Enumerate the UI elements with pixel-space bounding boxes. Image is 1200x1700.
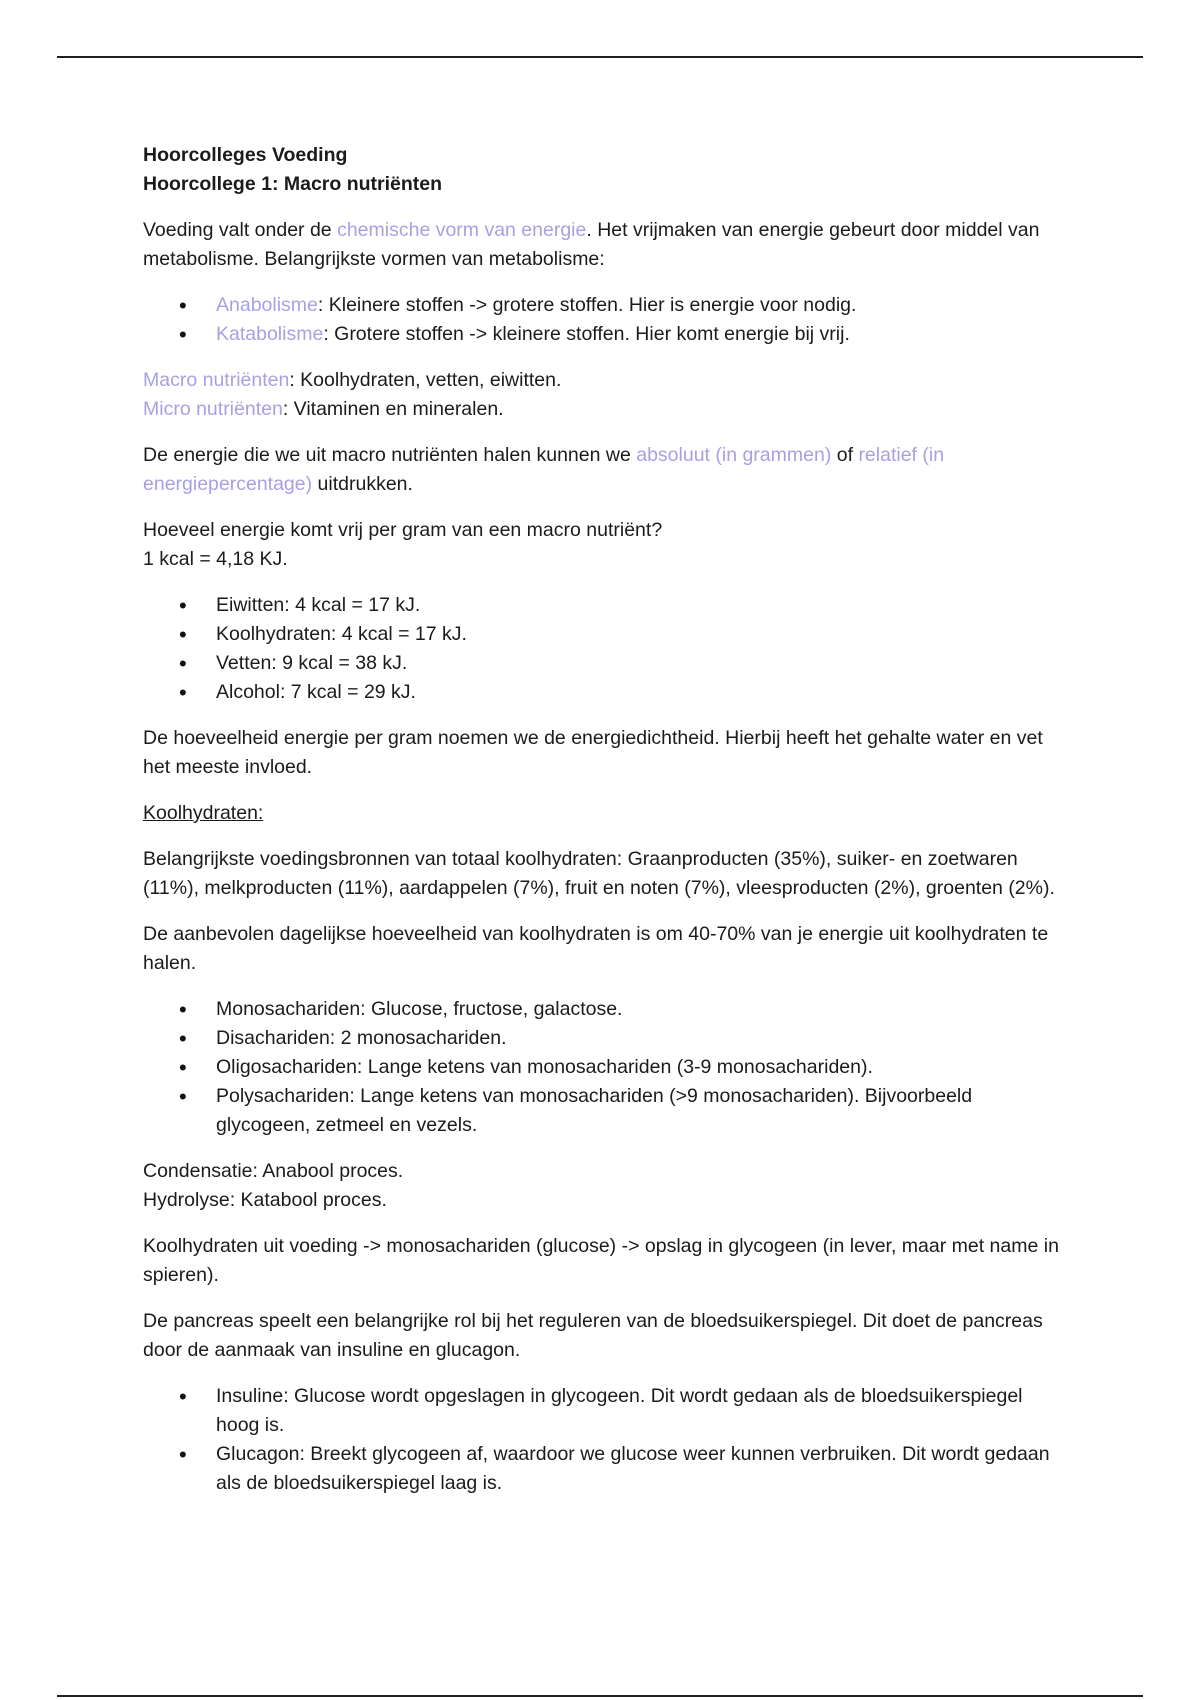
list-item: • Monosachariden: Glucose, fructose, galactose. (143, 995, 1063, 1024)
lecture-title: Hoorcollege 1: Macro nutriënten (143, 173, 443, 195)
list-item: • Disachariden: 2 monosachariden. (143, 1024, 1063, 1053)
highlight-term: relatief (in energiepercentage) (143, 444, 945, 495)
highlight-term: Macro nutriënten (143, 369, 290, 391)
list-item: • Anabolisme: Kleinere stoffen -> grotere stoffen. Hier is energie voor nodig. (143, 291, 1063, 320)
list-item: • Polysachariden: Lange ketens van monosachariden (>9 monosachariden). Bijvoorbeeld glycogeen, zetmeel en vezels. (143, 1082, 1063, 1140)
nutrients-paragraph: Macro nutriënten: Koolhydraten, vetten, eiwitten. Micro nutriënten: Vitaminen en mineralen. (143, 369, 562, 420)
document-body (143, 141, 1063, 1515)
header-rule (57, 56, 1143, 58)
list-item: • Koolhydraten: 4 kcal = 17 kJ. (143, 620, 1063, 649)
highlight-term: Micro nutriënten (143, 398, 283, 420)
intro-paragraph: Voeding valt onder de chemische vorm van energie. Het vrijmaken van energie gebeurt door middel van metabolisme. Belangrijkste vormen van metabolisme: (143, 219, 1040, 270)
energy-density-paragraph: De hoeveelheid energie per gram noemen we de energiedichtheid. Hierbij heeft het gehalte water en vet het meeste invloed. (143, 727, 1043, 778)
list-item: • Alcohol: 7 kcal = 29 kJ. (143, 678, 1063, 707)
highlight-term: Anabolisme (216, 294, 318, 316)
energy-question-paragraph: Hoeveel energie komt vrij per gram van een macro nutriënt? 1 kcal = 4,18 KJ. (143, 519, 663, 570)
footer-rule (57, 1695, 1143, 1697)
list-item: • Insuline: Glucose wordt opgeslagen in glycogeen. Dit wordt gedaan als de bloedsuikerspiegel hoog is. (143, 1382, 1063, 1440)
list-item: • Oligosachariden: Lange ketens van monosachariden (3-9 monosachariden). (143, 1053, 1063, 1082)
energy-expression-paragraph: De energie die we uit macro nutriënten halen kunnen we absoluut (in grammen) of relatief (in energiepercentage) uitdrukken. (143, 444, 945, 495)
pancreas-paragraph: De pancreas speelt een belangrijke rol bij het reguleren van de bloedsuikerspiegel. Dit doet de pancreas door de aanmaak van insuline en glucagon. (143, 1310, 1043, 1361)
process-paragraph: Condensatie: Anabool proces. Hydrolyse: Katabool proces. (143, 1160, 404, 1211)
pathway-paragraph: Koolhydraten uit voeding -> monosachariden (glucose) -> opslag in glycogeen (in lever, maar met name in spieren). (143, 1235, 1059, 1286)
sources-paragraph: Belangrijkste voedingsbronnen van totaal koolhydraten: Graanproducten (35%), suiker- en zoetwaren (11%), melkproducten (11%), aardappelen (7%), fruit en noten (7%), vleesproducten (2%), groenten (2%). (143, 848, 1055, 899)
list-item: • Glucagon: Breekt glycogeen af, waardoor we glucose weer kunnen verbruiken. Dit wordt gedaan als de bloedsuikerspiegel laag is. (143, 1440, 1063, 1498)
list-item: • Eiwitten: 4 kcal = 17 kJ. (143, 591, 1063, 620)
hormone-list (143, 1382, 1063, 1498)
document-title: Hoorcolleges Voeding (143, 144, 348, 166)
list-item: • Katabolisme: Grotere stoffen -> kleinere stoffen. Hier komt energie bij vrij. (143, 320, 1063, 349)
highlight-term: Katabolisme (216, 323, 324, 345)
highlight-term: absoluut (in grammen) (636, 444, 832, 466)
advice-paragraph: De aanbevolen dagelijkse hoeveelheid van koolhydraten is om 40-70% van je energie uit koolhydraten te halen. (143, 923, 1049, 974)
list-item: • Vetten: 9 kcal = 38 kJ. (143, 649, 1063, 678)
section-heading-koolhydraten: Koolhydraten: (143, 802, 264, 824)
highlight-term: chemische vorm van energie (337, 219, 587, 241)
saccharide-list (143, 995, 1063, 1140)
energy-list (143, 591, 1063, 707)
metabolism-list (143, 291, 1063, 349)
